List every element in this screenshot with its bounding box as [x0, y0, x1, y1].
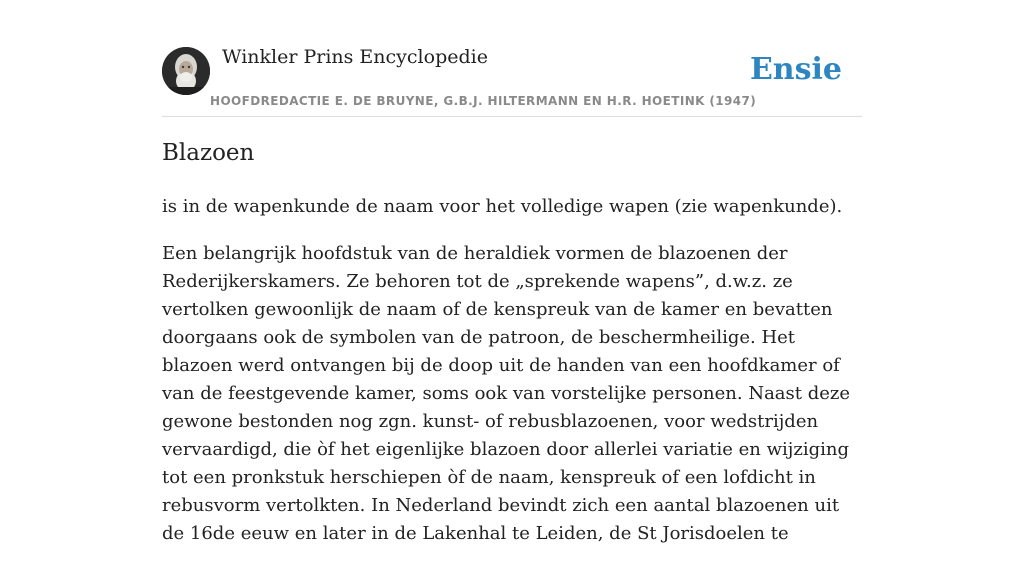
- article-body: [162, 193, 862, 567]
- paragraph: is in de wapenkunde de naam voor het volledige wapen (zie wapenkunde).: [162, 196, 843, 217]
- page: [162, 0, 862, 544]
- site-subtitle: HOOFDREDACTIE E. DE BRUYNE, G.B.J. HILTERMANN EN H.R. HOETINK (1947): [210, 94, 757, 108]
- article-title: Blazoen: [162, 140, 255, 166]
- brand-logo[interactable]: Ensie: [749, 52, 842, 87]
- site-header: [162, 0, 862, 117]
- site-title[interactable]: Winkler Prins Encyclopedie: [222, 46, 488, 68]
- author-portrait-icon: [162, 47, 210, 95]
- paragraph: Een belangrijk hoofdstuk van de heraldiek vormen de blazoenen der Rederijkerskamers. Ze behoren tot de „sprekende wapens”, d.w.z. ze vertolken gewoonlijk de naam of de kenspreuk van de kamer en bevatten doorgaans ook de symbolen van de patroon, de beschermheilige. Het blazoen werd ontvangen bij de doop uit de handen van een hoofdkamer of van de feestgevende kamer, soms ook van vorstelijke personen. Naast deze gewone bestonden nog zgn. kunst- of rebusblazoenen, voor wedstrijden vervaardigd, die òf het eigenlijke blazoen door allerlei variatie en wijziging tot een pronkstuk herschiepen òf de naam, kenspreuk of een lofdicht in rebusvorm vertolkten. In Nederland bevindt zich een aantal blazoenen uit de 16de eeuw en later in de Lakenhal te Leiden, de St Jorisdoelen te: [162, 243, 851, 544]
